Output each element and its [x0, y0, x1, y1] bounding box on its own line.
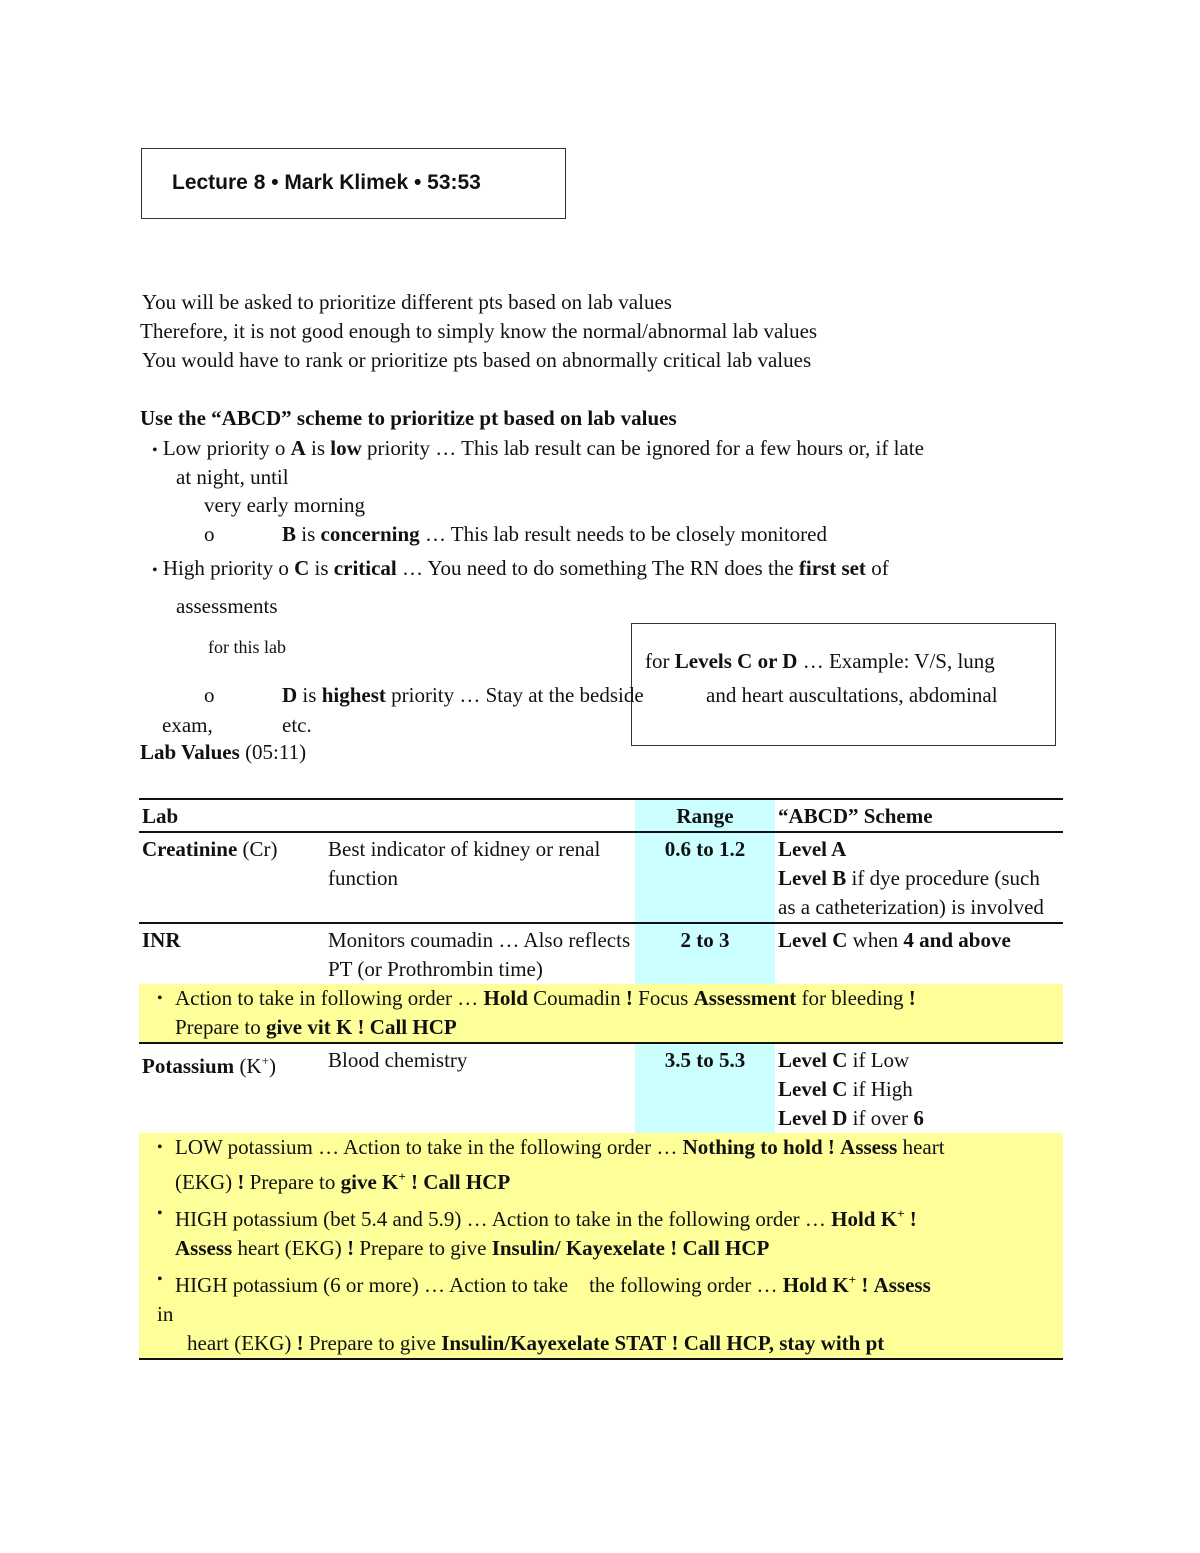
bullet-icon: • — [152, 442, 158, 459]
lab-description: Monitors coumadin … Also reflects PT (or Prothrombin time) — [325, 923, 635, 984]
lab-scheme: Level A Level B if dye procedure (such as a catheterization) is involved — [778, 837, 1044, 919]
inr-action-text: • Action to take in following order … Hold Coumadin ! Focus Assessment for bleeding ! Prepare to give vit K ! Call HCP — [157, 986, 916, 1039]
d-highest-line: D is highest priority … Stay at the bedside — [282, 683, 644, 707]
header-lab: Lab — [139, 799, 325, 832]
lab-range: 0.6 to 1.2 — [635, 832, 775, 923]
intro-line-2: Therefore, it is not good enough to simply know the normal/abnormal lab values — [140, 319, 818, 343]
lab-scheme: Level C when 4 and above — [775, 923, 1063, 984]
b-concerning-line: B is concerning … This lab result needs to be closely monitored — [282, 522, 827, 546]
header-range: Range — [635, 799, 775, 832]
bullet-icon: • — [157, 1139, 163, 1156]
lab-values-heading: Lab Values (05:11) — [140, 740, 307, 764]
bullet-icon: • — [157, 990, 163, 1007]
d-cont-1: exam, — [162, 713, 213, 737]
lab-description: Blood chemistry — [325, 1043, 635, 1133]
low-priority-line: • Low priority o A is low priority … This lab result can be ignored for a few hours or, if late — [152, 436, 924, 460]
low-priority-cont-2: very early morning — [204, 493, 365, 517]
lab-name: Potassium (K+) — [139, 1043, 325, 1133]
table-row — [139, 832, 1063, 923]
table-header-row — [139, 799, 1063, 832]
high-priority-line: • High priority o C is critical … You need to do something The RN does the first set of — [152, 556, 889, 580]
k-high1-action: • HIGH potassium (bet 5.4 and 5.9) … Action to take in the following order … Hold K+ ! Assess heart (EKG) ! Prepare to give Insulin/ Kayexelate ! Call HCP — [157, 1199, 1063, 1263]
lab-values-table — [139, 798, 1063, 1360]
inr-action-row — [139, 984, 1063, 1043]
low-priority-cont-1: at night, until — [176, 465, 289, 489]
intro-line-3: You would have to rank or prioritize pts based on abnormally critical lab values — [142, 348, 812, 372]
k-low-action: • LOW potassium … Action to take in the following order … Nothing to hold ! Assess heart (EKG) ! Prepare to give K+ ! Call HCP — [157, 1135, 945, 1194]
d-cont-2: etc. — [282, 713, 312, 737]
table-row — [139, 1043, 1063, 1133]
bullet-icon: • — [157, 1271, 163, 1288]
side-box-line-1: for Levels C or D … Example: V/S, lung — [645, 649, 995, 673]
potassium-action-row — [139, 1133, 1063, 1359]
lab-range: 2 to 3 — [635, 923, 775, 984]
lab-description: Best indicator of kidney or renal function — [328, 837, 601, 890]
header-scheme: “ABCD” Scheme — [775, 799, 1063, 832]
k-high2-action: • HIGH potassium (6 or more) … Action to take the following order … Hold K+ ! Assess in heart (EKG) ! Prepare to give Insulin/Kayexelate STAT ! Call HCP, stay with pt — [157, 1265, 1063, 1358]
side-box-line-2: and heart auscultations, abdominal — [706, 683, 998, 707]
intro-line-1: You will be asked to prioritize different pts based on lab values — [142, 290, 672, 314]
lecture-title-box — [141, 148, 566, 219]
high-priority-cont-1: assessments — [176, 594, 278, 618]
b-marker: o — [204, 522, 215, 546]
high-priority-cont-2: for this lab — [208, 637, 286, 657]
lecture-title: Lecture 8 • Mark Klimek • 53:53 — [172, 171, 481, 194]
lab-name: Creatinine (Cr) — [142, 837, 278, 861]
d-marker: o — [204, 683, 215, 707]
lab-scheme: Level C if Low Level C if High Level D if over 6 — [775, 1043, 1063, 1133]
abcd-heading: Use the “ABCD” scheme to prioritize pt based on lab values — [140, 406, 677, 430]
bullet-icon: • — [157, 1205, 163, 1222]
lab-range: 3.5 to 5.3 — [635, 1043, 775, 1133]
table-row — [139, 923, 1063, 984]
lab-name: INR — [139, 923, 325, 984]
bullet-icon: • — [152, 562, 158, 579]
